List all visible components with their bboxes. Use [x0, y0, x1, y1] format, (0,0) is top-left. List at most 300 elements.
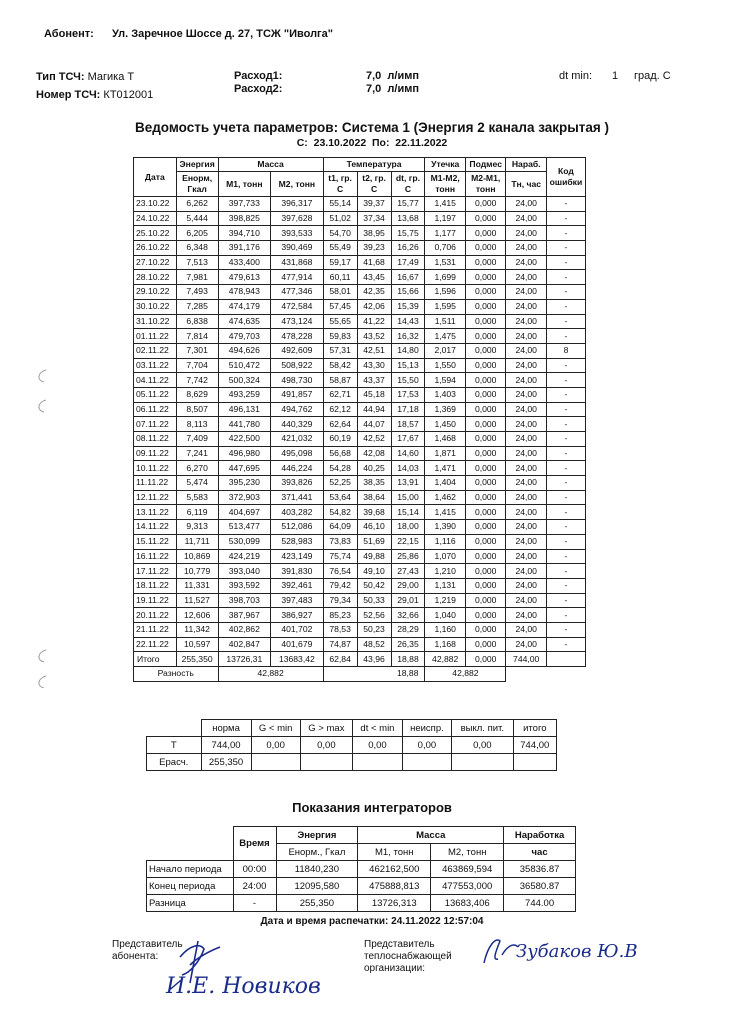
table-cell: 1,404 [425, 476, 466, 491]
table-cell: - [546, 637, 585, 652]
totals-row [134, 652, 586, 667]
table-cell: 18.11.22 [134, 578, 177, 593]
table-cell: - [546, 549, 585, 564]
integrators-title: Показания интеграторов [292, 800, 452, 815]
table-cell: 62,71 [323, 387, 357, 402]
report-period: С: 23.10.2022 По: 22.11.2022 [296, 137, 448, 149]
table-cell: 43,30 [357, 358, 391, 373]
col-m1m2: М1-М2, тонн [425, 172, 466, 197]
table-cell: 48,52 [357, 637, 391, 652]
col-date: Дата [134, 158, 177, 197]
integrator-cell: 24:00 [233, 878, 276, 895]
table-cell: 73,83 [323, 534, 357, 549]
table-cell: 12,606 [176, 608, 218, 623]
table-row [134, 402, 586, 417]
table-cell: 0,000 [465, 578, 506, 593]
table-cell: 424,219 [218, 549, 271, 564]
table-cell: 431,868 [271, 255, 324, 270]
table-cell: 510,472 [218, 358, 271, 373]
meter-type [36, 71, 134, 83]
table-cell: 390,469 [271, 241, 324, 256]
col-m1: М1, тонн [218, 172, 271, 197]
table-cell: 23.10.22 [134, 197, 177, 212]
table-cell: 0,000 [465, 402, 506, 417]
integrator-cell: 255,350 [276, 895, 358, 912]
table-cell: 1,594 [425, 373, 466, 388]
table-cell: 0,000 [465, 637, 506, 652]
table-cell: 17,49 [391, 255, 425, 270]
table-cell: 386,927 [271, 608, 324, 623]
summary-row-label: Ерасч. [147, 754, 202, 771]
table-cell: 42,52 [357, 432, 391, 447]
table-cell: 24,00 [506, 226, 547, 241]
table-cell: 44,94 [357, 402, 391, 417]
table-cell: - [546, 241, 585, 256]
table-cell: 43,45 [357, 270, 391, 285]
table-cell: 42,08 [357, 446, 391, 461]
table-cell: 54,82 [323, 505, 357, 520]
table-cell: 393,592 [218, 578, 271, 593]
table-row [134, 461, 586, 476]
table-cell: 42,35 [357, 285, 391, 300]
integrator-row [147, 861, 576, 878]
table-cell: 441,780 [218, 417, 271, 432]
table-cell: 26.10.22 [134, 241, 177, 256]
integrator-cell: 477553,000 [431, 878, 504, 895]
table-cell: - [546, 226, 585, 241]
integrator-row [147, 895, 576, 912]
table-row [134, 476, 586, 491]
table-cell: 43,52 [357, 329, 391, 344]
table-cell: 7,981 [176, 270, 218, 285]
table-cell: 394,710 [218, 226, 271, 241]
table-cell: 24,00 [506, 329, 547, 344]
table-cell: 14,43 [391, 314, 425, 329]
table-row [134, 329, 586, 344]
supplier-signature-image [478, 925, 668, 975]
table-cell: 7,409 [176, 432, 218, 447]
subscriber-signature-image [160, 935, 350, 1010]
integrator-cell: Конец периода [147, 878, 234, 895]
table-cell: - [546, 476, 585, 491]
table-cell: 14.11.22 [134, 520, 177, 535]
table-cell: 5,444 [176, 211, 218, 226]
table-cell: 15,75 [391, 226, 425, 241]
table-cell: 393,826 [271, 476, 324, 491]
table-cell: 397,733 [218, 197, 271, 212]
table-cell: 16,67 [391, 270, 425, 285]
summary-header: норма [201, 720, 251, 737]
table-cell: 28.10.22 [134, 270, 177, 285]
table-cell: 24,00 [506, 593, 547, 608]
intg-col-hours: час [504, 844, 576, 861]
table-cell: 1,116 [425, 534, 466, 549]
table-cell: 24,00 [506, 402, 547, 417]
summary-row-e [147, 754, 557, 771]
table-cell: 472,584 [271, 299, 324, 314]
totals-cell [546, 652, 585, 667]
table-cell: 15,50 [391, 373, 425, 388]
table-cell: 11,342 [176, 622, 218, 637]
table-cell: 17,67 [391, 432, 425, 447]
table-cell: 372,903 [218, 490, 271, 505]
summary-row-t [147, 737, 557, 754]
table-cell: 1,390 [425, 520, 466, 535]
table-cell: 29.10.22 [134, 285, 177, 300]
table-cell: 1,177 [425, 226, 466, 241]
table-cell: 05.11.22 [134, 387, 177, 402]
table-row [134, 197, 586, 212]
table-cell: - [546, 211, 585, 226]
col-leak: Утечка [425, 158, 466, 172]
meter-number-label: Номер ТСЧ: [36, 89, 101, 101]
table-cell: 16,26 [391, 241, 425, 256]
table-cell: 492,609 [271, 343, 324, 358]
table-cell: 22,15 [391, 534, 425, 549]
table-cell: - [546, 197, 585, 212]
table-cell: 24.10.22 [134, 211, 177, 226]
table-cell: 02.11.22 [134, 343, 177, 358]
totals-cell: 62,84 [323, 652, 357, 667]
table-cell: 13.11.22 [134, 505, 177, 520]
table-cell: 0,000 [465, 608, 506, 623]
table-cell: - [546, 608, 585, 623]
table-cell: 1,415 [425, 505, 466, 520]
report-title: Ведомость учета параметров: Система 1 (Энергия 2 канала закрытая ) [134, 120, 610, 135]
summary-cell: 0,00 [300, 737, 352, 754]
table-cell: 50,33 [357, 593, 391, 608]
table-cell: 398,825 [218, 211, 271, 226]
table-cell: 393,040 [218, 564, 271, 579]
table-cell: - [546, 564, 585, 579]
table-cell: 29,00 [391, 578, 425, 593]
table-cell: 11.11.22 [134, 476, 177, 491]
table-cell: 0,000 [465, 285, 506, 300]
intg-col-enorm: Енорм., Гкал [276, 844, 358, 861]
table-cell: 402,862 [218, 622, 271, 637]
table-cell: 1,471 [425, 461, 466, 476]
scan-hole-marks [32, 368, 52, 688]
table-cell: 6,262 [176, 197, 218, 212]
table-cell: 17,18 [391, 402, 425, 417]
table-cell: 26,35 [391, 637, 425, 652]
totals-cell: 13726,31 [218, 652, 271, 667]
table-cell: 0,000 [465, 373, 506, 388]
table-cell: 74,87 [323, 637, 357, 652]
meter-type-value: Магика Т [87, 71, 135, 83]
diff-mass: 42,882 [218, 667, 323, 682]
table-cell: 387,967 [218, 608, 271, 623]
table-cell: 1,160 [425, 622, 466, 637]
table-cell: 7,493 [176, 285, 218, 300]
diff-leak: 42,882 [425, 667, 506, 682]
table-cell: 402,847 [218, 637, 271, 652]
table-cell: 24,00 [506, 285, 547, 300]
table-cell: 6,348 [176, 241, 218, 256]
summary-header: G < min [251, 720, 300, 737]
table-cell: 17.11.22 [134, 564, 177, 579]
table-cell: 30.10.22 [134, 299, 177, 314]
table-cell: 474,179 [218, 299, 271, 314]
table-cell: 0,000 [465, 476, 506, 491]
table-cell: 58,01 [323, 285, 357, 300]
table-cell: 24,00 [506, 520, 547, 535]
col-makeup: Подмес [465, 158, 506, 172]
table-cell: 42,06 [357, 299, 391, 314]
printed-datetime: Дата и время распечатки: 24.11.2022 12:57:04 [260, 916, 484, 927]
table-row [134, 578, 586, 593]
table-cell: 24,00 [506, 432, 547, 447]
table-cell: 56,68 [323, 446, 357, 461]
table-cell: 16,32 [391, 329, 425, 344]
table-cell: 24,00 [506, 608, 547, 623]
table-cell: 401,702 [271, 622, 324, 637]
table-cell: 55,14 [323, 197, 357, 212]
table-cell: 10,779 [176, 564, 218, 579]
table-cell: 15,00 [391, 490, 425, 505]
table-cell: 1,596 [425, 285, 466, 300]
summary-table [146, 719, 557, 771]
table-cell: 38,95 [357, 226, 391, 241]
table-cell: 31.10.22 [134, 314, 177, 329]
supplier-signature-label: Представитель теплоснабжающей организации: [364, 939, 452, 974]
table-row [134, 490, 586, 505]
table-cell: 0,000 [465, 226, 506, 241]
table-cell: - [546, 270, 585, 285]
table-row [134, 255, 586, 270]
table-cell: 0,000 [465, 299, 506, 314]
table-cell: 1,511 [425, 314, 466, 329]
integrator-cell: 462162,500 [358, 861, 431, 878]
table-cell: 58,87 [323, 373, 357, 388]
table-cell: 45,18 [357, 387, 391, 402]
table-cell: 0,000 [465, 329, 506, 344]
table-cell: 0,000 [465, 549, 506, 564]
table-row [134, 285, 586, 300]
table-cell: 1,403 [425, 387, 466, 402]
table-cell: 20.11.22 [134, 608, 177, 623]
table-cell: 49,10 [357, 564, 391, 579]
integrator-cell: 475888,813 [358, 878, 431, 895]
table-cell: 11,331 [176, 578, 218, 593]
table-cell: 24,00 [506, 461, 547, 476]
summary-header: неиспр. [402, 720, 451, 737]
table-row [134, 373, 586, 388]
table-cell: 08.11.22 [134, 432, 177, 447]
table-cell: 52,25 [323, 476, 357, 491]
summary-header: G > max [300, 720, 352, 737]
table-cell: 25.10.22 [134, 226, 177, 241]
table-cell: 15,66 [391, 285, 425, 300]
table-row [134, 564, 586, 579]
table-cell: 393,533 [271, 226, 324, 241]
table-cell: 1,168 [425, 637, 466, 652]
table-cell: 371,441 [271, 490, 324, 505]
table-cell: 15,77 [391, 197, 425, 212]
table-cell: 7,241 [176, 446, 218, 461]
table-cell: 01.11.22 [134, 329, 177, 344]
table-cell: 8,629 [176, 387, 218, 402]
table-cell: 24,00 [506, 270, 547, 285]
table-cell: 49,88 [357, 549, 391, 564]
table-cell: 1,197 [425, 211, 466, 226]
table-cell: 44,07 [357, 417, 391, 432]
totals-cell: 13683,42 [271, 652, 324, 667]
table-cell: - [546, 534, 585, 549]
table-cell: 14,03 [391, 461, 425, 476]
table-cell: 59,83 [323, 329, 357, 344]
table-cell: - [546, 373, 585, 388]
table-cell: 12.11.22 [134, 490, 177, 505]
table-row [134, 549, 586, 564]
table-cell: 54,70 [323, 226, 357, 241]
table-cell: 24,00 [506, 387, 547, 402]
table-cell: 1,210 [425, 564, 466, 579]
table-cell: 1,450 [425, 417, 466, 432]
table-cell: - [546, 314, 585, 329]
intg-col-m2: М2, тонн [431, 844, 504, 861]
table-cell: 16.11.22 [134, 549, 177, 564]
table-row [134, 637, 586, 652]
col-error: Код ошибки [546, 158, 585, 197]
table-cell: 7,814 [176, 329, 218, 344]
table-cell: 78,53 [323, 622, 357, 637]
table-cell: 404,697 [218, 505, 271, 520]
table-cell: 494,626 [218, 343, 271, 358]
table-cell: 1,475 [425, 329, 466, 344]
table-cell: 24,00 [506, 564, 547, 579]
table-cell: 6,270 [176, 461, 218, 476]
table-cell: - [546, 446, 585, 461]
table-cell: 85,23 [323, 608, 357, 623]
table-cell: 54,28 [323, 461, 357, 476]
summary-row-label: T [147, 737, 202, 754]
table-cell: - [546, 387, 585, 402]
table-cell: 6,838 [176, 314, 218, 329]
table-cell: 0,000 [465, 270, 506, 285]
table-row [134, 505, 586, 520]
table-cell: - [546, 417, 585, 432]
table-cell: 39,37 [357, 197, 391, 212]
table-cell: - [546, 285, 585, 300]
table-cell: 75,74 [323, 549, 357, 564]
table-row [134, 358, 586, 373]
table-cell: 496,131 [218, 402, 271, 417]
intg-col-mass: Масса [358, 827, 504, 844]
table-row [134, 534, 586, 549]
table-cell: 491,857 [271, 387, 324, 402]
table-cell: 8,113 [176, 417, 218, 432]
integrator-cell: 11840,230 [276, 861, 358, 878]
table-cell: 391,176 [218, 241, 271, 256]
table-cell: 50,42 [357, 578, 391, 593]
table-cell: 0,000 [465, 417, 506, 432]
table-row [134, 593, 586, 608]
table-cell: 18,57 [391, 417, 425, 432]
table-cell: - [546, 299, 585, 314]
table-cell: 60,19 [323, 432, 357, 447]
table-cell: 29,01 [391, 593, 425, 608]
table-cell: 0,000 [465, 432, 506, 447]
table-cell: 62,12 [323, 402, 357, 417]
table-cell: 17,53 [391, 387, 425, 402]
table-cell: 0,000 [465, 255, 506, 270]
table-cell: 41,22 [357, 314, 391, 329]
supplier-signature-text: Зубаков Ю.В [516, 941, 638, 962]
integrator-cell: 00:00 [233, 861, 276, 878]
table-cell: 440,329 [271, 417, 324, 432]
table-row [134, 314, 586, 329]
col-temp: Температура [323, 158, 425, 172]
table-cell: 0,000 [465, 461, 506, 476]
table-cell: 7,704 [176, 358, 218, 373]
table-cell: 1,595 [425, 299, 466, 314]
table-cell: 64,09 [323, 520, 357, 535]
table-cell: 1,468 [425, 432, 466, 447]
dtmin-unit: град. С [634, 70, 671, 82]
table-cell: 512,086 [271, 520, 324, 535]
table-cell: 0,000 [465, 343, 506, 358]
integrator-cell: 36580.87 [504, 878, 576, 895]
table-cell: 03.11.22 [134, 358, 177, 373]
table-cell: 11,711 [176, 534, 218, 549]
diff-dt: 18,88 [391, 667, 425, 682]
table-cell: 10.11.22 [134, 461, 177, 476]
totals-cell: 18,88 [391, 652, 425, 667]
col-mass: Масса [218, 158, 323, 172]
table-cell: 479,613 [218, 270, 271, 285]
table-cell: 493,259 [218, 387, 271, 402]
table-cell: 6,119 [176, 505, 218, 520]
table-cell: 477,914 [271, 270, 324, 285]
intg-col-time: Время [233, 827, 276, 861]
intg-col-m1: М1, тонн [358, 844, 431, 861]
diff-label: Разность [134, 667, 219, 682]
table-cell: 421,032 [271, 432, 324, 447]
table-cell: 21.11.22 [134, 622, 177, 637]
meter-number [36, 89, 153, 101]
table-cell: - [546, 490, 585, 505]
table-row [134, 432, 586, 447]
table-cell: 13,91 [391, 476, 425, 491]
table-cell: 32,66 [391, 608, 425, 623]
table-cell: 06.11.22 [134, 402, 177, 417]
table-cell: 0,000 [465, 593, 506, 608]
table-cell: - [546, 402, 585, 417]
table-cell: 473,124 [271, 314, 324, 329]
table-cell: 391,830 [271, 564, 324, 579]
col-tn: Тн, час [506, 172, 547, 197]
table-cell: 15,14 [391, 505, 425, 520]
table-cell: 24,00 [506, 476, 547, 491]
table-row [134, 270, 586, 285]
table-cell: 52,56 [357, 608, 391, 623]
table-cell: 79,34 [323, 593, 357, 608]
table-cell: 398,703 [218, 593, 271, 608]
meter-number-value: КТ012001 [103, 89, 154, 101]
summary-cell: 744,00 [513, 737, 556, 754]
table-cell: 18,00 [391, 520, 425, 535]
table-cell: 423,149 [271, 549, 324, 564]
table-cell: 24,00 [506, 299, 547, 314]
table-cell: 397,628 [271, 211, 324, 226]
table-cell: 40,25 [357, 461, 391, 476]
table-cell: 0,000 [465, 197, 506, 212]
table-cell: 55,49 [323, 241, 357, 256]
table-cell: 0,000 [465, 564, 506, 579]
table-cell: 0,000 [465, 446, 506, 461]
table-row [134, 446, 586, 461]
